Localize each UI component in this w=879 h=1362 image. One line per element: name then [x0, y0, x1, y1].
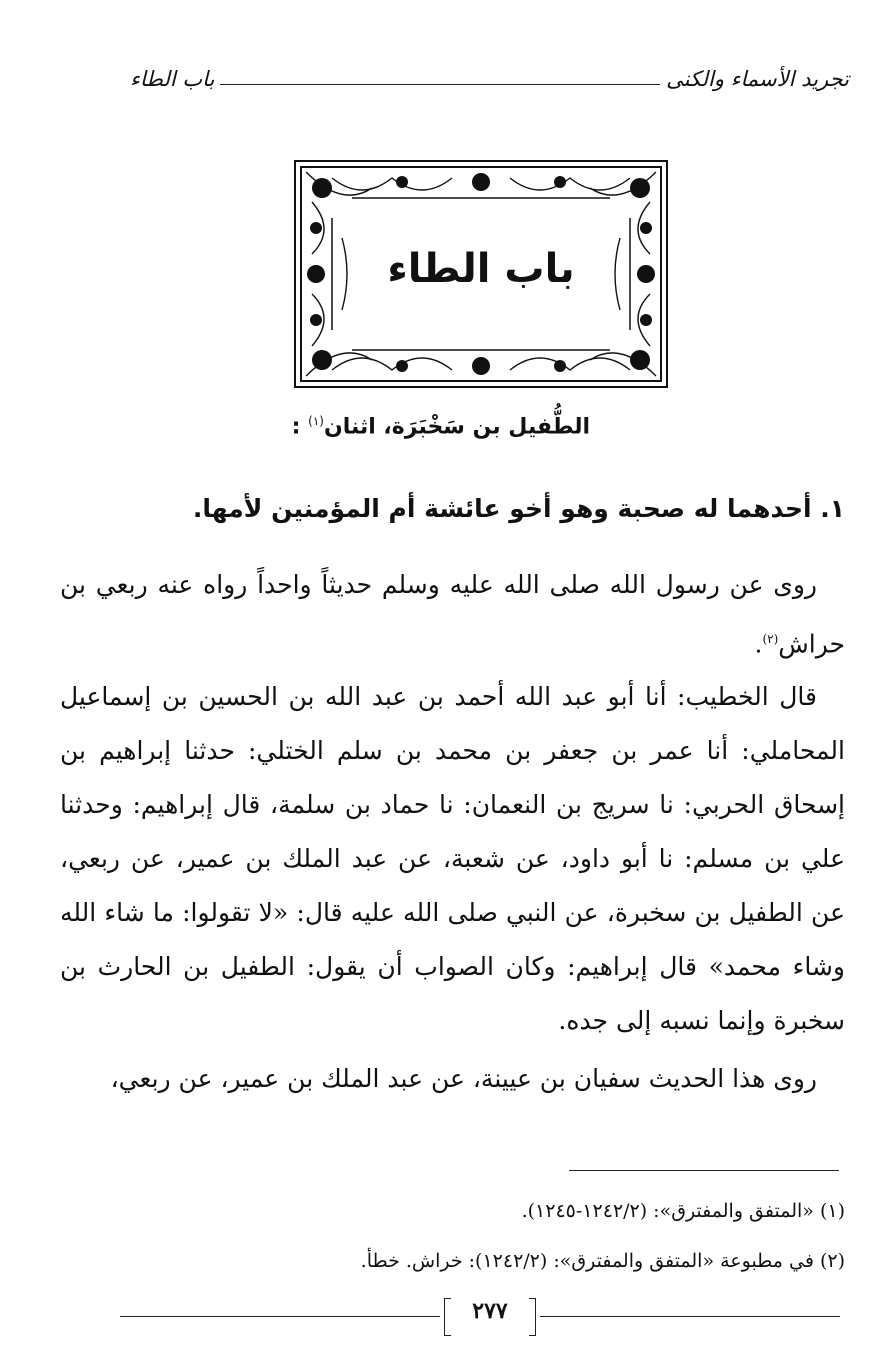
running-header — [130, 62, 849, 96]
paragraph-2-text: قال الخطيب: أنا أبو عبد الله أحمد بن عبد الله بن الحسين بن إسماعيل المحاملي: أنا عمر بن جعفر بن محمد بن سلم الختلي: حدثنا إبراهيم بن إسحاق الحربي: نا سريج بن النعمان: نا حماد بن سلمة، قال إبراهيم: وحدثنا علي بن مسلم: نا أبو داود، عن شعبة، عن عبد الملك بن عمير، عن ربعي، عن الطفيل بن سخبرة، عن النبي صلى الله عليه قال: «لا تقولوا: ما شاء الله وشاء محمد» قال إبراهيم: وكان الصواب أن يقول: الطفيل بن الحارث بن سخبرة وإنما نسبه إلى جده. — [60, 682, 845, 1035]
paragraph-1 — [60, 558, 845, 671]
header-rule — [220, 84, 660, 85]
paragraph-1-end: . — [754, 629, 763, 659]
footnote-2: (٢) في مطبوعة «المتفق والمفترق»: (١٢٤٢/٢): خراش. خطأ. — [360, 1250, 845, 1272]
footer-rule-right — [540, 1316, 840, 1317]
entry-title-text: الطُّفيل بن سَخْبَرَة، اثنان — [323, 414, 590, 440]
footnote-ref-1[interactable]: (١) — [308, 414, 324, 428]
entry-title-colon: : — [291, 414, 301, 440]
section-heading-1: ١. أحدهما له صحبة وهو أخو عائشة أم المؤمنين لأمها. — [192, 494, 845, 523]
paragraph-3 — [60, 1052, 845, 1106]
ornamental-frame — [292, 158, 670, 390]
footer-rule-left — [120, 1316, 440, 1317]
paragraph-3-text: روى هذا الحديث سفيان بن عيينة، عن عبد الملك بن عمير، عن ربعي، — [110, 1064, 817, 1093]
page-number-box — [440, 1298, 540, 1324]
book-title: تجريد الأسماء والكنى — [666, 67, 849, 91]
paragraph-1-text: روى عن رسول الله صلى الله عليه وسلم حديثاً واحداً رواه عنه ربعي بن حراش — [60, 570, 845, 659]
paragraph-2 — [60, 670, 845, 1048]
running-chapter-name: باب الطاء — [130, 67, 215, 91]
page-footer — [120, 1296, 840, 1336]
entry-title — [100, 414, 590, 439]
page-number-bracket-right — [529, 1298, 536, 1336]
page-number-bracket-left — [444, 1298, 451, 1336]
chapter-heading: باب الطاء — [387, 246, 575, 292]
page-number: ٢٧٧ — [472, 1298, 508, 1324]
footnote-ref-2[interactable]: (٢) — [762, 632, 779, 646]
footnote-separator — [569, 1170, 839, 1171]
footnote-1: (١) «المتفق والمفترق»: (١٢٤٢/٢-١٢٤٥). — [521, 1200, 845, 1222]
footnotes — [60, 1186, 845, 1286]
